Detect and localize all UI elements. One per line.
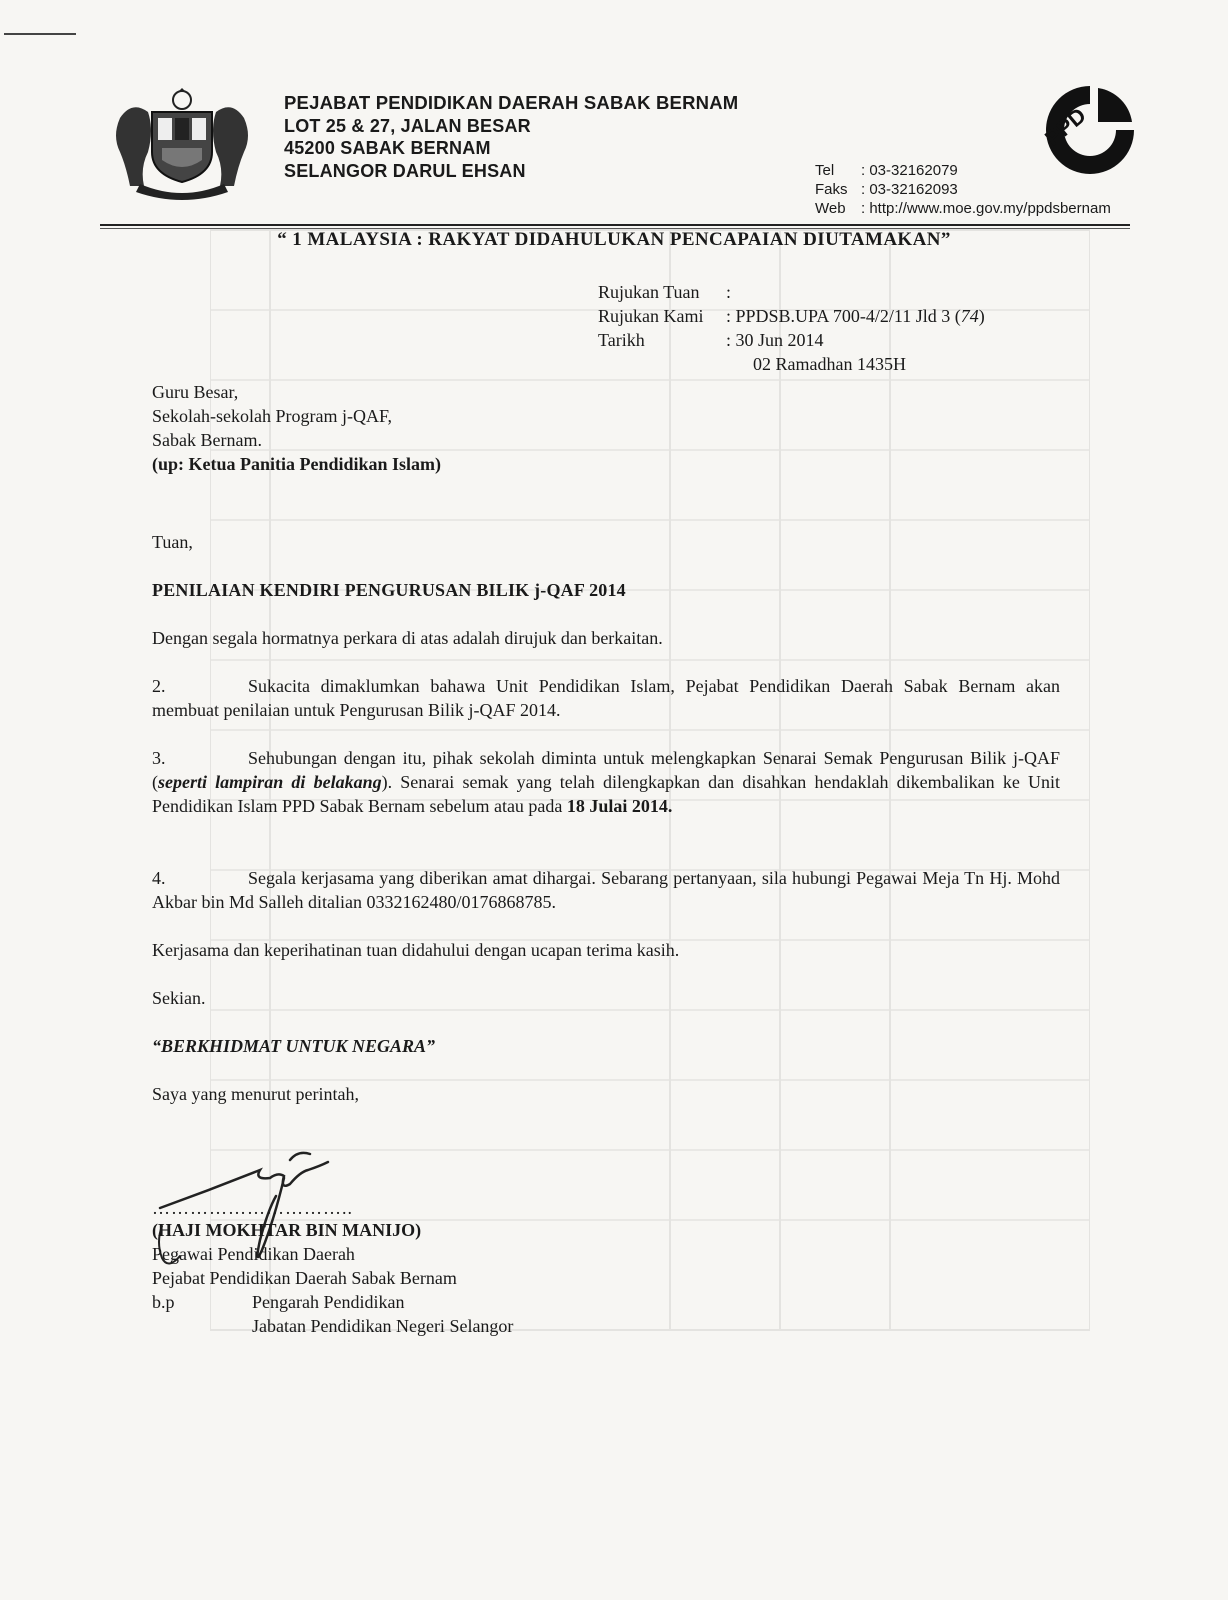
motto: “ 1 MALAYSIA : RAKYAT DIDAHULUKAN PENCAPAIAN DIUTAMAKAN” — [277, 229, 951, 250]
office-name: PEJABAT PENDIDIKAN DAERAH SABAK BERNAM — [284, 92, 739, 113]
date-value: : 30 Jun 2014 — [726, 330, 824, 350]
paragraph-3-italic: seperti lampiran di belakang — [158, 772, 382, 792]
web-label: Web — [815, 200, 846, 217]
closing: Sekian. — [152, 988, 206, 1008]
ppd-logo-icon — [1040, 80, 1140, 180]
hijri-date: 02 Ramadhan 1435H — [753, 354, 906, 374]
reference-block — [598, 280, 985, 376]
recipient-line-1: Guru Besar, — [152, 382, 239, 402]
our-ref-label: Rujukan Kami — [598, 306, 704, 326]
corner-scan-mark — [4, 33, 76, 35]
salutation: Tuan, — [152, 532, 193, 552]
signature-dotted-line: ………………………….. — [152, 1198, 353, 1218]
paragraph-4 — [152, 866, 1060, 914]
tel-value: : 03-32162079 — [861, 162, 958, 179]
office-letterhead — [284, 92, 738, 182]
paragraph-2 — [152, 674, 1060, 722]
recipient-attention: (up: Ketua Panitia Pendidikan Islam) — [152, 454, 442, 474]
address-line-1: LOT 25 & 27, JALAN BESAR — [284, 115, 531, 136]
paragraph-3 — [152, 746, 1060, 818]
ppd-logo-text: PPD — [1040, 102, 1091, 151]
sign-off: Saya yang menurut perintah, — [152, 1084, 359, 1104]
signer-name: (HAJI MOKHTAR BIN MANIJO) — [152, 1220, 422, 1240]
bp-line-1: Pengarah Pendidikan — [252, 1292, 405, 1312]
address-line-3: SELANGOR DARUL EHSAN — [284, 160, 526, 181]
tel-label: Tel — [815, 162, 835, 179]
paragraph-1: Dengan segala hormatnya perkara di atas adalah dirujuk dan berkaitan. — [152, 628, 663, 648]
bp-line-2: Jabatan Pendidikan Negeri Selangor — [252, 1316, 514, 1336]
date-label: Tarikh — [598, 330, 645, 350]
paragraph-5: Kerjasama dan keperihatinan tuan didahului dengan ucapan terima kasih. — [152, 940, 680, 960]
recipient-block — [152, 380, 441, 476]
paragraph-3-number: 3. — [152, 748, 166, 768]
paragraph-4-text: Segala kerjasama yang diberikan amat dihargai. Sebarang pertanyaan, sila hubungi Pegawai Meja Tn Hj. Mohd Akbar bin Md Salleh ditalian 0332162480/0176868785. — [152, 868, 1060, 912]
fax-value: : 03-32162093 — [861, 181, 958, 198]
your-ref-label: Rujukan Tuan — [598, 282, 700, 302]
your-ref-value: : — [726, 282, 732, 302]
paragraph-3-deadline: 18 Julai 2014. — [566, 796, 673, 816]
bp-label: b.p — [152, 1292, 175, 1312]
coat-of-arms-icon — [112, 88, 252, 200]
header-rule — [100, 224, 1130, 226]
fax-label: Faks — [815, 181, 848, 198]
slogan: “BERKHIDMAT UNTUK NEGARA” — [152, 1036, 436, 1056]
signer-title: Pegawai Pendidikan Daerah — [152, 1244, 355, 1264]
our-ref-close: ) — [978, 306, 985, 326]
paragraph-2-number: 2. — [152, 676, 166, 696]
subject: PENILAIAN KENDIRI PENGURUSAN BILIK j-QAF 2014 — [152, 580, 626, 600]
our-ref-handwritten: 74 — [960, 306, 979, 326]
recipient-line-2: Sekolah-sekolah Program j-QAF, — [152, 406, 393, 426]
paragraph-4-number: 4. — [152, 868, 166, 888]
paragraph-3-text-a: Sehubungan dengan itu, pihak sekolah diminta untuk melengkapkan Senarai Semak Pengurusan Bilik j-QAF ( — [152, 748, 1060, 792]
signer-office: Pejabat Pendidikan Daerah Sabak Bernam — [152, 1268, 457, 1288]
recipient-line-3: Sabak Bernam. — [152, 430, 262, 450]
paragraph-2-text: Sukacita dimaklumkan bahawa Unit Pendidikan Islam, Pejabat Pendidikan Daerah Sabak Bernam akan membuat penilaian untuk Pengurusan Bilik j-QAF 2014. — [152, 676, 1060, 720]
signer-block — [152, 1218, 513, 1338]
paragraph-3-text-b: ). Senarai semak yang telah dilengkapkan dan disahkan hendaklah dikembalikan ke Unit Pendidikan Islam PPD Sabak Bernam sebelum atau pada — [152, 772, 1061, 816]
address-line-2: 45200 SABAK BERNAM — [284, 138, 491, 158]
our-ref-value: : PPDSB.UPA 700-4/2/11 Jld 3 ( — [726, 306, 961, 326]
web-value: : http://www.moe.gov.my/ppdsbernam — [861, 200, 1111, 217]
